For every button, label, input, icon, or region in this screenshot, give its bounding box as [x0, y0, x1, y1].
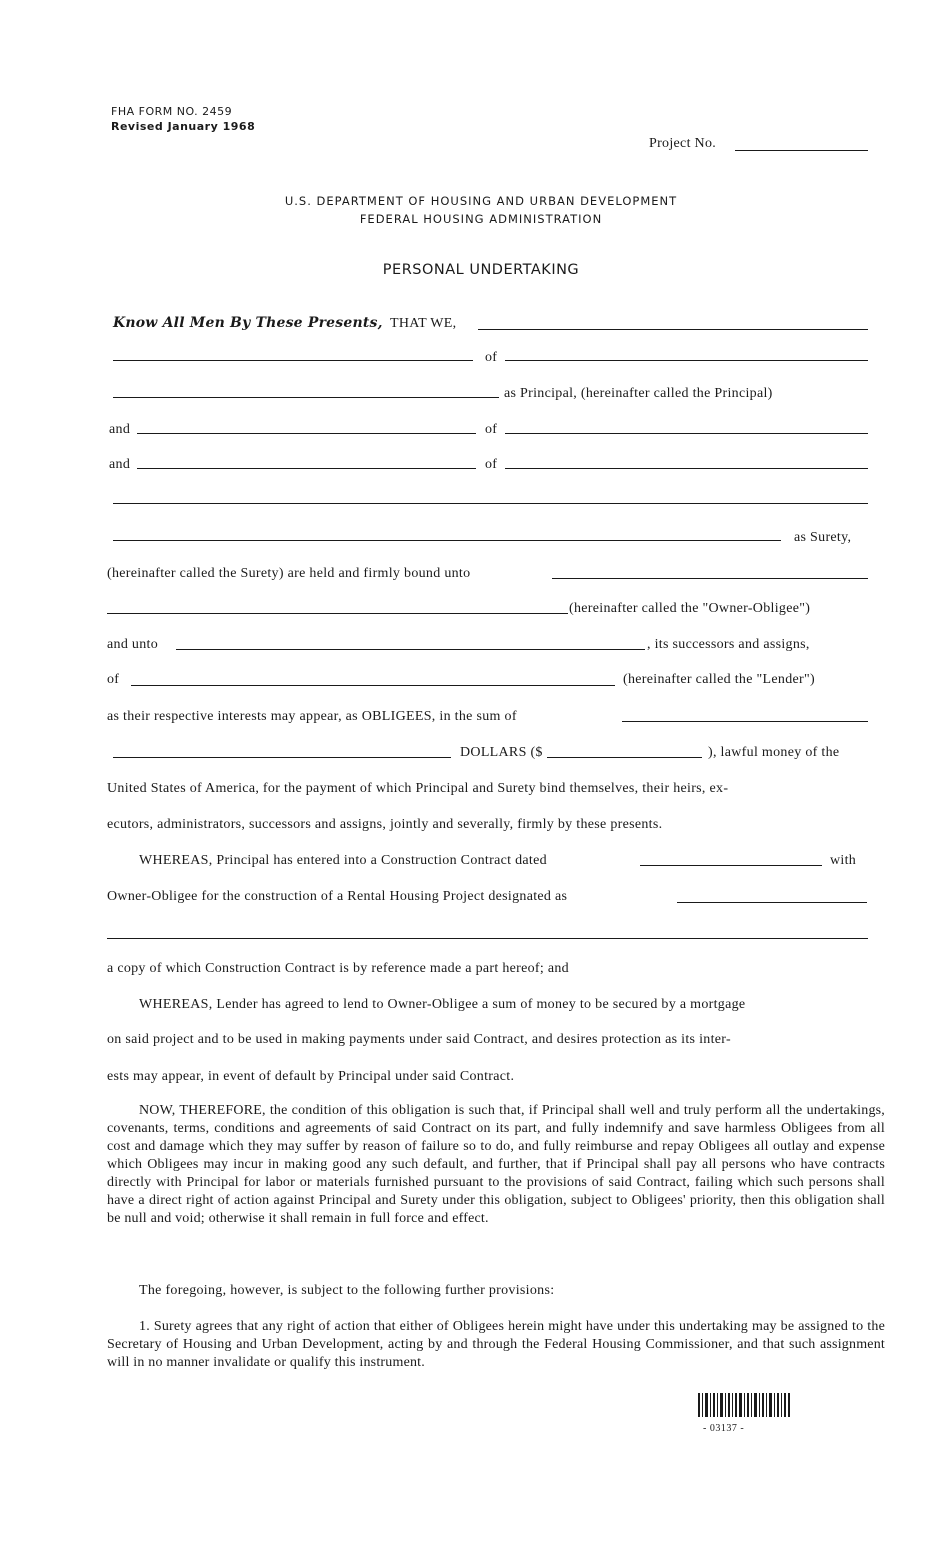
of-label-3: of: [485, 457, 498, 472]
sum-amount-field[interactable]: [547, 757, 702, 758]
whereas-lender-text: WHEREAS, Lender has agreed to lend to Owner-Obligee a sum of money to be secured by a mortgage: [139, 997, 746, 1012]
as-surety-label: as Surety,: [794, 530, 852, 545]
department-line-2: FEDERAL HOUSING ADMINISTRATION: [359, 212, 603, 226]
as-principal-label: as Principal, (hereinafter called the Principal): [504, 386, 773, 401]
surety-details-field[interactable]: [113, 503, 868, 504]
surety-address-field-2[interactable]: [505, 468, 868, 469]
contract-date-field[interactable]: [640, 865, 822, 866]
lawful-money-label: ), lawful money of the: [708, 745, 840, 760]
sum-words-field-2[interactable]: [113, 757, 451, 758]
now-therefore-paragraph: NOW, THEREFORE, the condition of this obligation is such that, if Principal shall well and truly perform all the undertakings, covenants, terms, conditions and agreements of said Contract on its part, and fully indemnify and save harmless Obligees from all cost and damage which they may suffer by reason of failure so to do, and fully reimburse and repay Obligees all outlay and expense which Obligees may incur in making good any such default, and further, that if Principal shall pay all persons who have contracts directly with Principal for labor or materials furnished pursuant to the provisions of said Contract, failing which such persons shall have a direct right of action against Principal and Surety under this obligation, subject to Obligees' priority, then this obligation shall be null and void; otherwise it shall remain in full force and effect.: [107, 1103, 885, 1226]
and-unto-label: and unto: [107, 637, 159, 652]
project-designation-field[interactable]: [677, 902, 867, 903]
provision-1-paragraph: 1. Surety agrees that any right of action that either of Obligees herein might have under this undertaking may be assigned to the Secretary of Housing and Urban Development, acting by and through the Federal Housing Commissioner, and that such assignment will in no manner invalidate or qualify this instrument.: [107, 1319, 885, 1370]
with-label: with: [830, 853, 857, 868]
and-label-2: and: [109, 457, 131, 472]
usa-line: United States of America, for the payment of which Principal and Surety bind themselves, their heirs, ex-: [107, 781, 729, 796]
ests-line: ests may appear, in event of default by Principal under said Contract.: [107, 1069, 515, 1084]
successors-label: , its successors and assigns,: [647, 637, 810, 652]
copy-line: a copy of which Construction Contract is by reference made a part hereof; and: [107, 961, 569, 976]
dollars-label: DOLLARS ($: [460, 745, 543, 760]
lender-label: (hereinafter called the "Lender"): [623, 672, 815, 687]
barcode-number: - 03137 -: [703, 1423, 745, 1434]
project-designation-field-2[interactable]: [107, 938, 868, 939]
revised-date: Revised January 1968: [111, 120, 256, 133]
form-number: FHA FORM NO. 2459: [111, 105, 233, 118]
surety-name-field-2[interactable]: [137, 468, 476, 469]
project-designation-text: Owner-Obligee for the construction of a Rental Housing Project designated as: [107, 889, 568, 904]
interests-text: as their respective interests may appear, as OBLIGEES, in the sum of: [107, 709, 517, 724]
said-project-line: on said project and to be used in making payments under said Contract, and desires protection as its inter-: [107, 1032, 731, 1047]
surety-address-field-1[interactable]: [505, 433, 868, 434]
principal-name-field-3[interactable]: [113, 397, 499, 398]
and-label-1: and: [109, 422, 131, 437]
principal-name-field[interactable]: [478, 329, 868, 330]
held-bound-text: (hereinafter called the Surety) are held and firmly bound unto: [107, 566, 471, 581]
project-label: Project No.: [649, 136, 717, 151]
lender-name-field[interactable]: [176, 649, 645, 650]
of-label: of: [485, 350, 498, 365]
surety-name-field-1[interactable]: [137, 433, 476, 434]
sum-words-field[interactable]: [622, 721, 868, 722]
project-number-field[interactable]: [735, 150, 868, 151]
lender-address-field[interactable]: [131, 685, 615, 686]
principal-name-field-2[interactable]: [113, 360, 473, 361]
of-label-2: of: [485, 422, 498, 437]
whereas-construction-text: WHEREAS, Principal has entered into a Construction Contract dated: [139, 853, 547, 868]
executors-line: ecutors, administrators, successors and assigns, jointly and severally, firmly by these presents.: [107, 817, 663, 832]
page-title: PERSONAL UNDERTAKING: [382, 262, 580, 278]
owner-obligee-field[interactable]: [552, 578, 868, 579]
owner-obligee-field-2[interactable]: [107, 613, 568, 614]
department-line-1: U.S. DEPARTMENT OF HOUSING AND URBAN DEVELOPMENT: [284, 194, 678, 208]
principal-address-field[interactable]: [505, 360, 868, 361]
owner-obligee-label: (hereinafter called the "Owner-Obligee"): [569, 601, 811, 616]
foregoing-text: The foregoing, however, is subject to the following further provisions:: [139, 1283, 555, 1298]
know-all-men-heading: Know All Men By These Presents,: [113, 315, 383, 331]
barcode: [698, 1393, 790, 1417]
surety-details-field-2[interactable]: [113, 540, 781, 541]
of-label-4: of: [107, 672, 120, 687]
that-we-label: THAT WE,: [390, 316, 457, 331]
